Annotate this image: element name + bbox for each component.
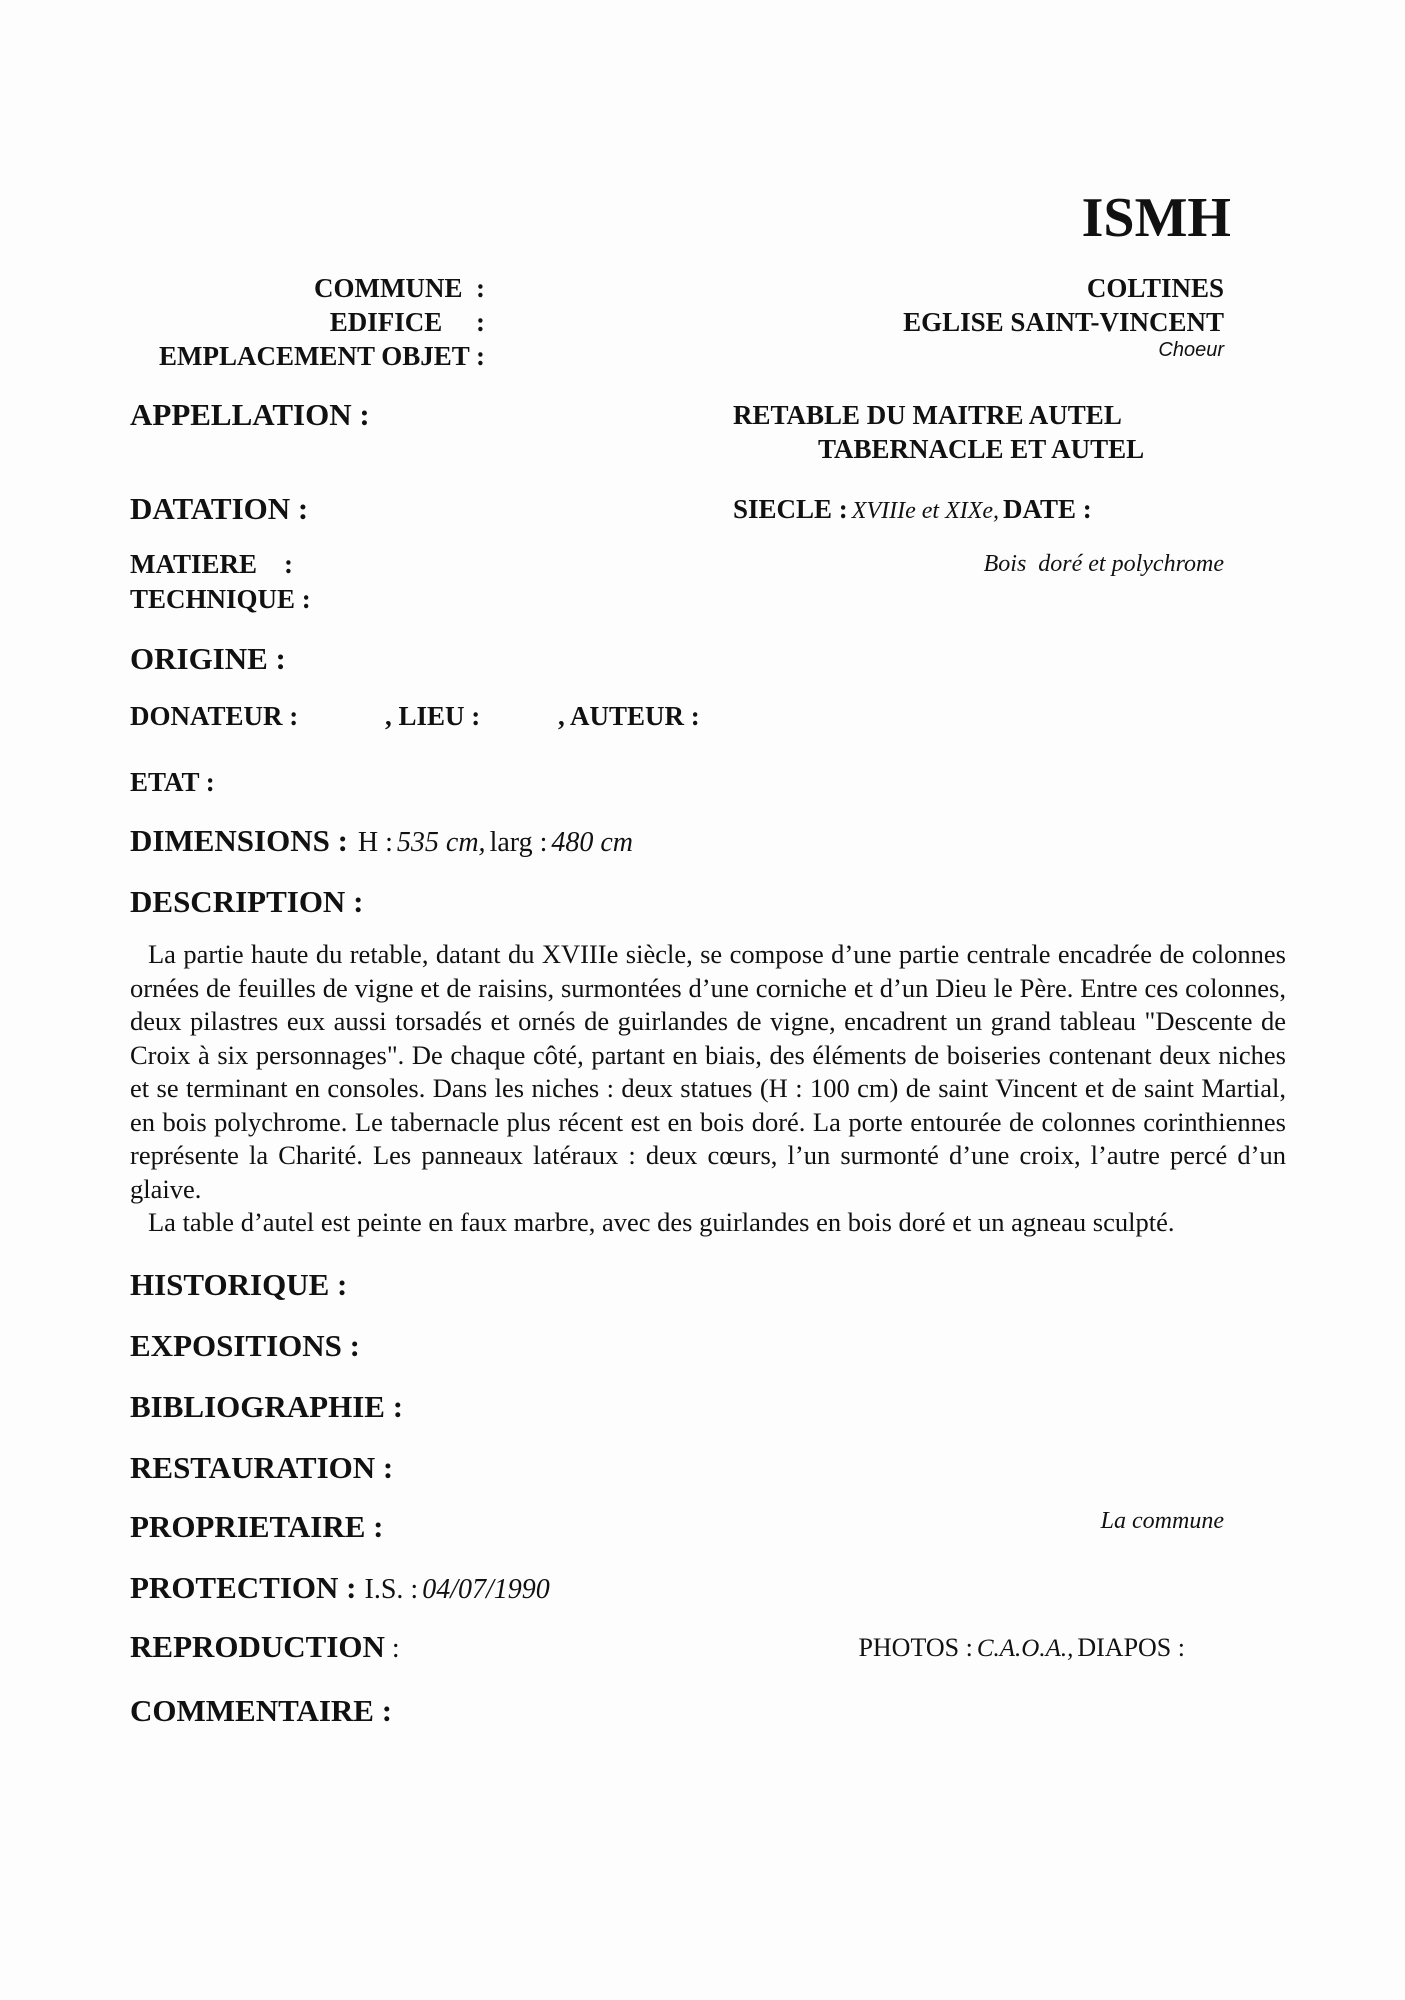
- height-label: H :: [357, 827, 393, 858]
- date-label: DATE :: [1003, 494, 1092, 524]
- edifice-label: EDIFICE :: [329, 307, 485, 337]
- dimensions-label: DIMENSIONS :: [130, 823, 348, 858]
- width-label: larg :: [489, 827, 548, 858]
- commune-label: COMMUNE :: [314, 273, 485, 303]
- matiere-label: MATIERE :: [130, 549, 294, 579]
- bibliographie-label: BIBLIOGRAPHIE :: [130, 1389, 404, 1424]
- reproduction-label: REPRODUCTION: [130, 1629, 385, 1664]
- appellation-line-2: TABERNACLE ET AUTEL: [818, 434, 1145, 464]
- appellation-line-1: RETABLE DU MAITRE AUTEL: [733, 400, 1122, 430]
- reproduction-line: [130, 1629, 400, 1665]
- etat-label: ETAT :: [130, 767, 215, 797]
- photos-value: C.A.O.A.,: [976, 1635, 1074, 1662]
- historique-label: HISTORIQUE :: [130, 1267, 348, 1302]
- donateur-label: DONATEUR :: [130, 701, 299, 731]
- commentaire-label: COMMENTAIRE :: [130, 1693, 393, 1728]
- restauration-label: RESTAURATION :: [130, 1450, 394, 1485]
- siecle-value: XVIIIe et XIXe,: [851, 498, 1000, 524]
- protection-date: 04/07/1990: [422, 1574, 550, 1605]
- description-paragraph-2: La table d’autel est peinte en faux marbre, avec des guirlandes en bois doré et un agneau sculpté.: [148, 1207, 1175, 1237]
- origine-label: ORIGINE :: [130, 641, 286, 676]
- protection-label: PROTECTION :: [130, 1570, 357, 1605]
- auteur-label: , AUTEUR :: [558, 701, 700, 731]
- edifice-value: EGLISE SAINT-VINCENT: [903, 307, 1224, 337]
- datation-label: DATATION :: [130, 491, 309, 526]
- width-value: 480 cm: [551, 827, 634, 858]
- description-label: DESCRIPTION :: [130, 884, 364, 919]
- emplacement-label: EMPLACEMENT OBJET :: [158, 341, 485, 371]
- proprietaire-value: La commune: [1100, 1508, 1224, 1534]
- description-text: [130, 938, 1286, 1240]
- matiere-value: Bois doré et polychrome: [983, 551, 1224, 577]
- dimensions-line: [130, 823, 633, 859]
- reproduction-colon: :: [384, 1633, 400, 1664]
- protection-line: [130, 1570, 550, 1606]
- diapos-label: DIAPOS :: [1077, 1633, 1185, 1662]
- siecle-label: SIECLE :: [733, 494, 848, 524]
- height-value: 535 cm,: [396, 827, 486, 858]
- siecle-line: [733, 494, 1092, 525]
- commune-value: COLTINES: [1086, 273, 1224, 303]
- description-paragraph-1: La partie haute du retable, datant du XVIIIe siècle, se compose d’une partie centrale encadrée de colonnes ornées de feuilles de vigne et de raisins, surmontées d’une corniche et d’un Dieu le Père. Entre ces colonnes, deux pilastres eux aussi torsadés et ornés de guirlandes de vigne, encadrent un grand tableau "Descente de Croix à six personnages". De chaque côté, partant en biais, des éléments de boiseries contenant deux niches et se terminant en consoles. Dans les niches : deux statues (H : 100 cm) de saint Vincent et de saint Martial, en bois polychrome. Le tabernacle plus récent est en bois doré. La porte entourée de colonnes corinthiennes représente la Charité. Les panneaux latéraux : deux cœurs, l’un surmonté d’une croix, l’autre percé d’un glaive.: [130, 939, 1286, 1204]
- proprietaire-label: PROPRIETAIRE :: [130, 1509, 384, 1544]
- photos-line: [858, 1633, 1185, 1663]
- emplacement-value: Choeur: [1158, 339, 1224, 361]
- technique-label: TECHNIQUE :: [130, 584, 311, 614]
- appellation-label: APPELLATION :: [130, 397, 370, 432]
- expositions-label: EXPOSITIONS :: [130, 1328, 360, 1363]
- document-code: ISMH: [1081, 187, 1231, 249]
- protection-is-label: I.S. :: [364, 1574, 419, 1605]
- lieu-label: , LIEU :: [385, 701, 481, 731]
- photos-label: PHOTOS :: [858, 1633, 973, 1662]
